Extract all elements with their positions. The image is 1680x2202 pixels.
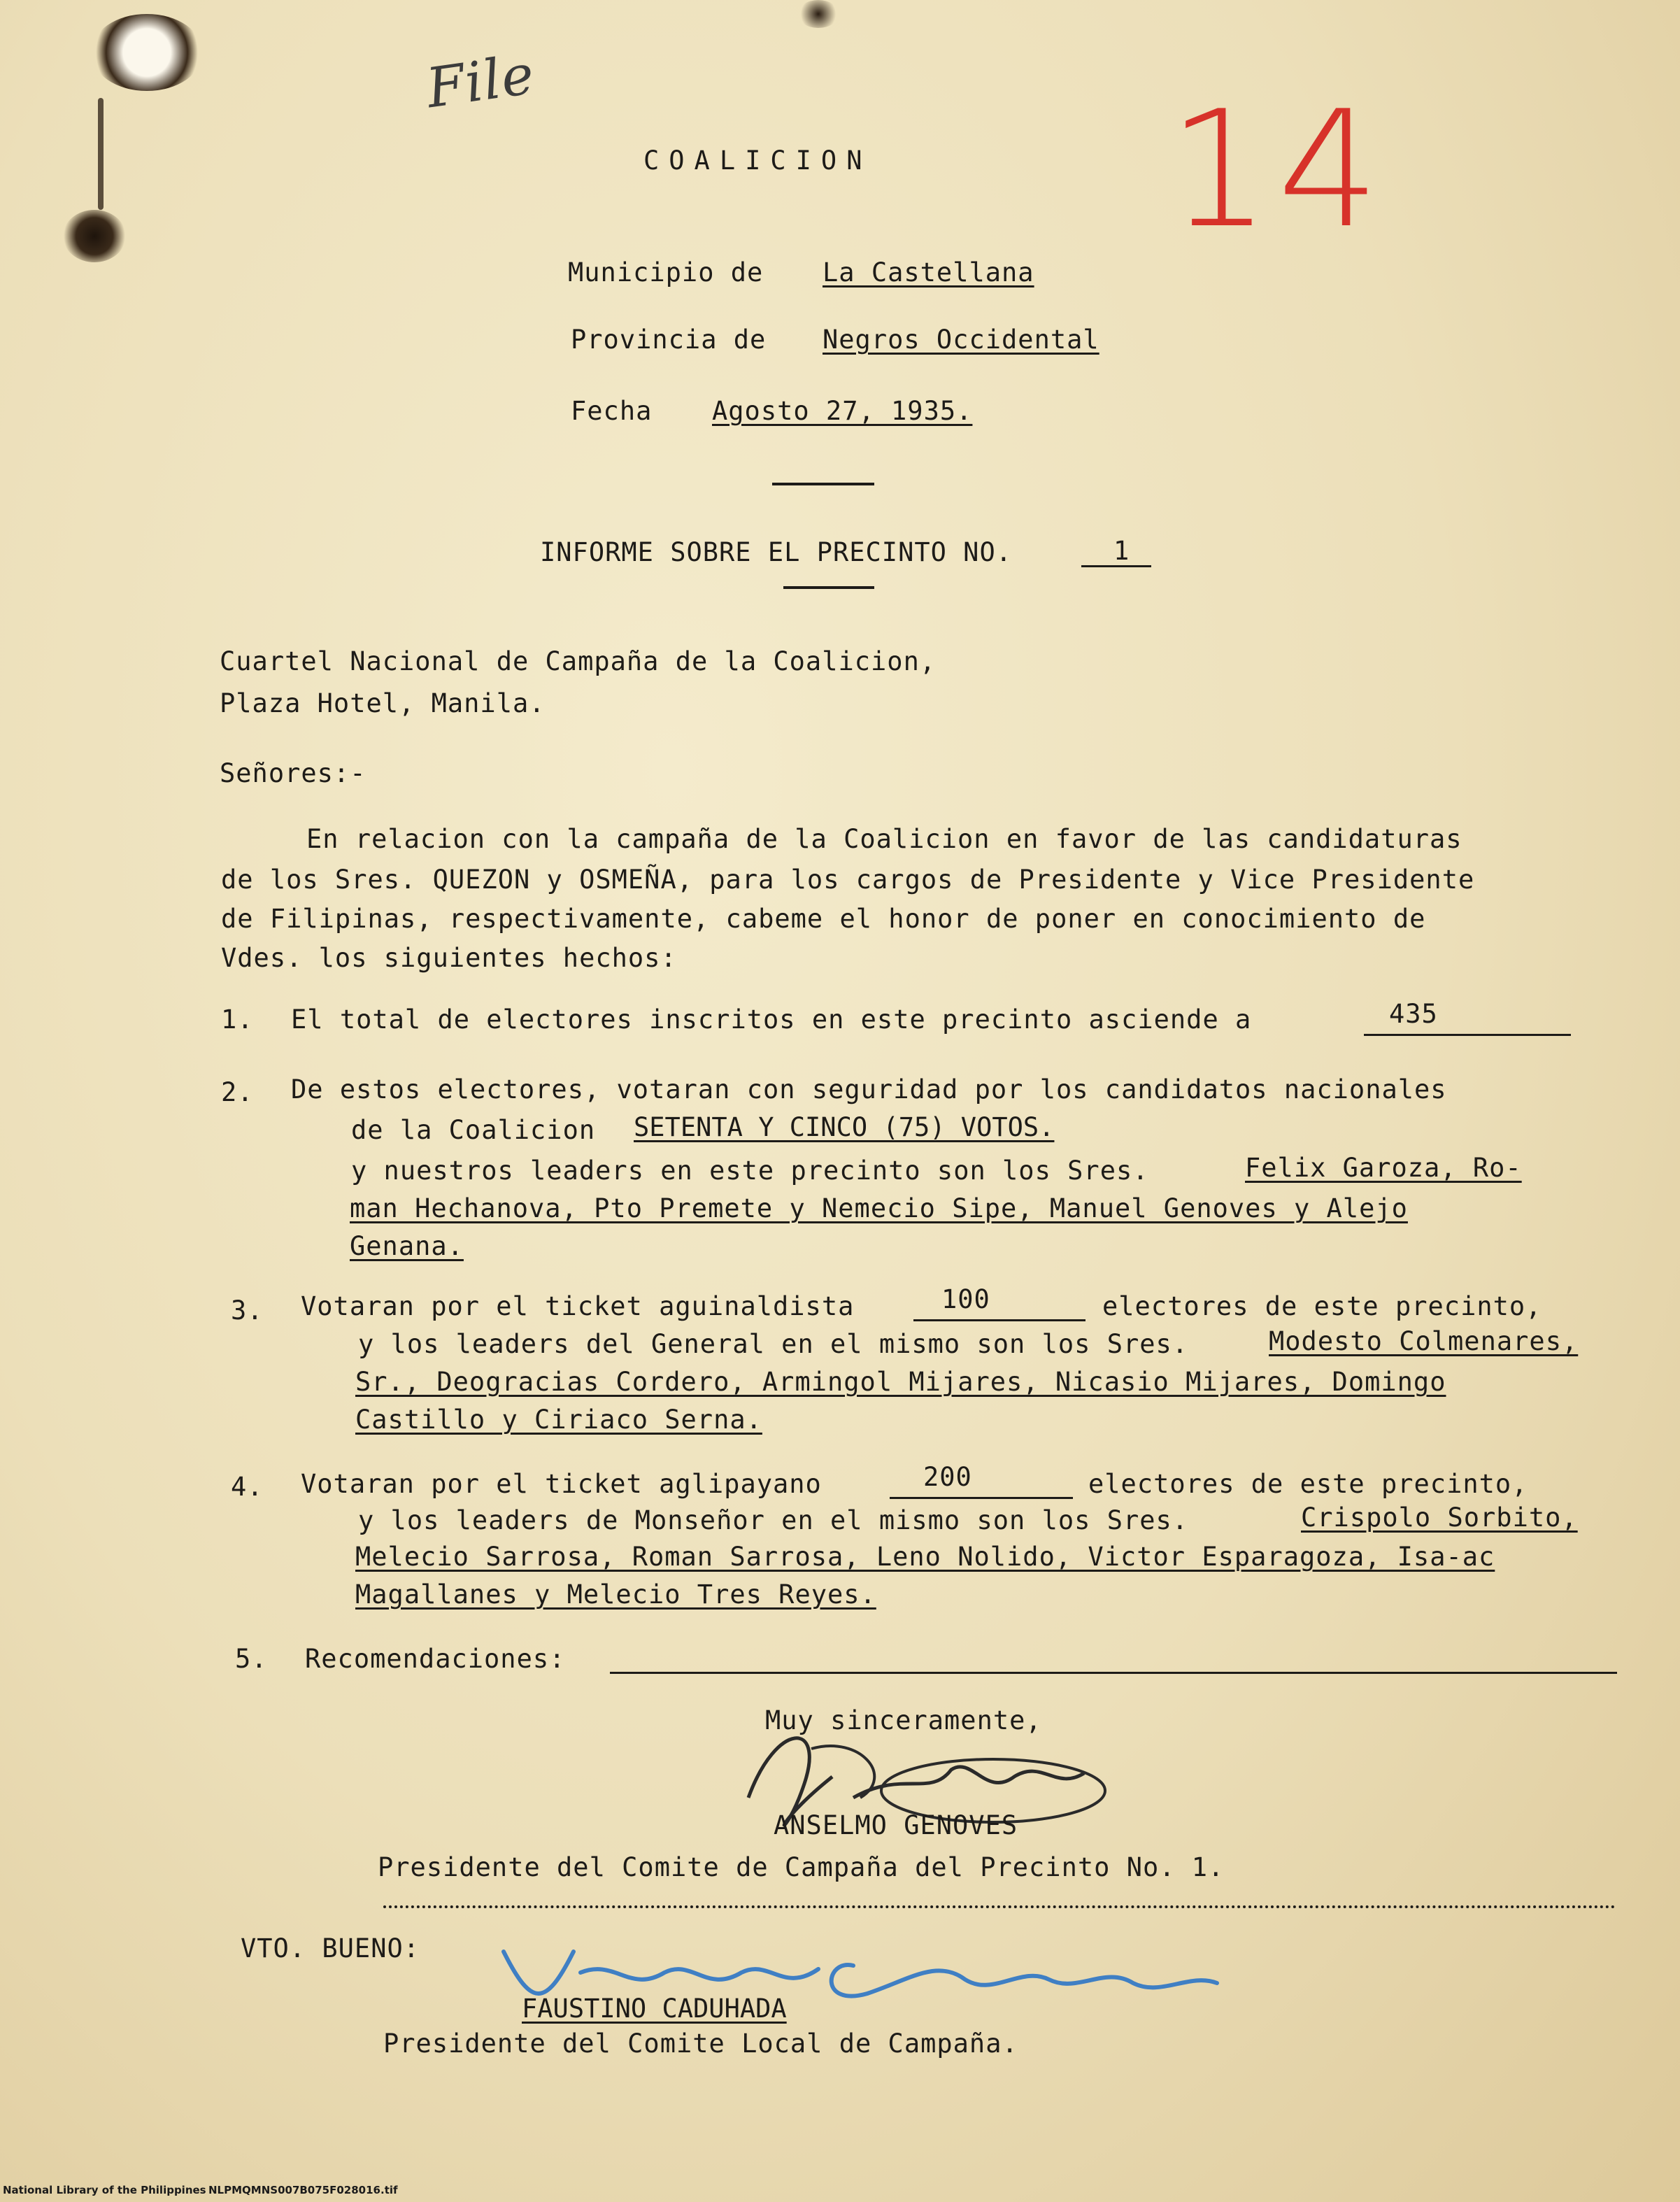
item-2-line-2-label: de la Coalicion — [351, 1115, 596, 1145]
report-number: 1 — [1113, 536, 1130, 566]
item-4-line-4: Magallanes y Melecio Tres Reyes. — [355, 1579, 876, 1610]
intro-line-4: Vdes. los siguientes hechos: — [221, 943, 677, 973]
provincia-label: Provincia de — [571, 325, 767, 355]
item-2-votes: SETENTA Y CINCO (75) VOTOS. — [634, 1112, 1055, 1142]
item-4-number: 4. — [231, 1472, 264, 1502]
item-3-line-2-value: Modesto Colmenares, — [1269, 1326, 1579, 1356]
item-4-value: 200 — [923, 1462, 972, 1492]
addressee-line-2: Plaza Hotel, Manila. — [220, 688, 546, 718]
item-4-line-1-a: Votaran por el ticket aglipayano — [301, 1469, 822, 1499]
item-1-text: El total de electores inscritos en este precinto asciende a — [291, 1004, 1252, 1035]
item-3-line-2-label: y los leaders del General en el mismo son los Sres. — [358, 1329, 1189, 1359]
item-5-label: Recomendaciones: — [305, 1644, 566, 1674]
item-3-line-4: Castillo y Ciriaco Serna. — [355, 1405, 762, 1435]
item-3-line-3: Sr., Deogracias Cordero, Armingol Mijares, Nicasio Mijares, Domingo — [355, 1367, 1446, 1397]
item-1-number: 1. — [221, 1004, 254, 1035]
item-2-number: 2. — [221, 1077, 254, 1107]
item-5-number: 5. — [235, 1644, 268, 1674]
footer-file-id: NLPMQMNS007B075F028016.tif — [208, 2184, 398, 2196]
item-4-line-2-value: Crispolo Sorbito, — [1301, 1503, 1578, 1533]
item-2-line-5: Genana. — [350, 1231, 464, 1261]
approver-name: FAUSTINO CADUHADA — [522, 1994, 787, 2024]
item-4-line-1-b: electores de este precinto, — [1088, 1469, 1528, 1499]
footer-library: National Library of the Philippines — [3, 2184, 206, 2196]
item-4-line-2-label: y los leaders de Monseñor en el mismo son los Sres. — [358, 1505, 1189, 1535]
item-4-blank — [890, 1469, 1073, 1499]
burn-trail — [98, 98, 104, 210]
valediction: Muy sinceramente, — [765, 1705, 1042, 1735]
intro-line-3: de Filipinas, respectivamente, cabeme el honor de poner en conocimiento de — [221, 904, 1426, 934]
signature-separator — [383, 1905, 1616, 1908]
recommendations-line — [610, 1644, 1617, 1674]
item-3-line-1-b: electores de este precinto, — [1102, 1291, 1542, 1321]
burn-mark-small — [797, 0, 839, 28]
separator-top — [772, 483, 874, 485]
item-3-line-1-a: Votaran por el ticket aguinaldista — [301, 1291, 855, 1321]
item-2-line-1: De estos electores, votaran con seguridad por los candidatos nacionales — [291, 1074, 1447, 1104]
handwritten-page-number: 14 — [1168, 77, 1387, 264]
item-1-value: 435 — [1389, 999, 1438, 1029]
handwritten-file-note: File — [422, 43, 539, 121]
separator-bottom — [783, 586, 874, 589]
document-title: COALICION — [643, 145, 872, 176]
approver-title: Presidente del Comite Local de Campaña. — [383, 2029, 1018, 2059]
signer-name: ANSELMO GENOVES — [774, 1810, 1018, 1840]
report-heading: INFORME SOBRE EL PRECINTO NO. — [540, 537, 1013, 567]
intro-line-1: En relacion con la campaña de la Coalicion en favor de las candidaturas — [306, 824, 1462, 854]
salutation: Señores:- — [220, 758, 366, 788]
item-3-blank — [913, 1291, 1085, 1321]
item-3-number: 3. — [231, 1295, 264, 1326]
report-number-line — [1081, 537, 1151, 567]
addressee-line-1: Cuartel Nacional de Campaña de la Coalicion, — [220, 646, 937, 676]
signer-title: Presidente del Comite de Campaña del Precinto No. 1. — [378, 1852, 1225, 1882]
provincia-value: Negros Occidental — [823, 325, 1099, 355]
burn-mark-top — [91, 14, 203, 91]
fecha-label: Fecha — [571, 396, 653, 426]
item-2-line-4: man Hechanova, Pto Premete y Nemecio Sipe, Manuel Genoves y Alejo — [350, 1193, 1408, 1223]
approval-label: VTO. BUENO: — [241, 1933, 420, 1963]
intro-line-2: de los Sres. QUEZON y OSMEÑA, para los cargos de Presidente y Vice Presidente — [221, 865, 1475, 895]
burn-mark-left — [63, 210, 126, 262]
fecha-value: Agosto 27, 1935. — [712, 396, 973, 426]
municipio-value: La Castellana — [823, 257, 1034, 287]
item-2-line-3-value: Felix Garoza, Ro- — [1245, 1153, 1522, 1183]
item-4-line-3: Melecio Sarrosa, Roman Sarrosa, Leno Nolido, Victor Esparagoza, Isa-ac — [355, 1542, 1495, 1572]
item-3-value: 100 — [941, 1284, 990, 1314]
item-2-line-3-label: y nuestros leaders en este precinto son los Sres. — [351, 1156, 1149, 1186]
municipio-label: Municipio de — [568, 257, 764, 287]
